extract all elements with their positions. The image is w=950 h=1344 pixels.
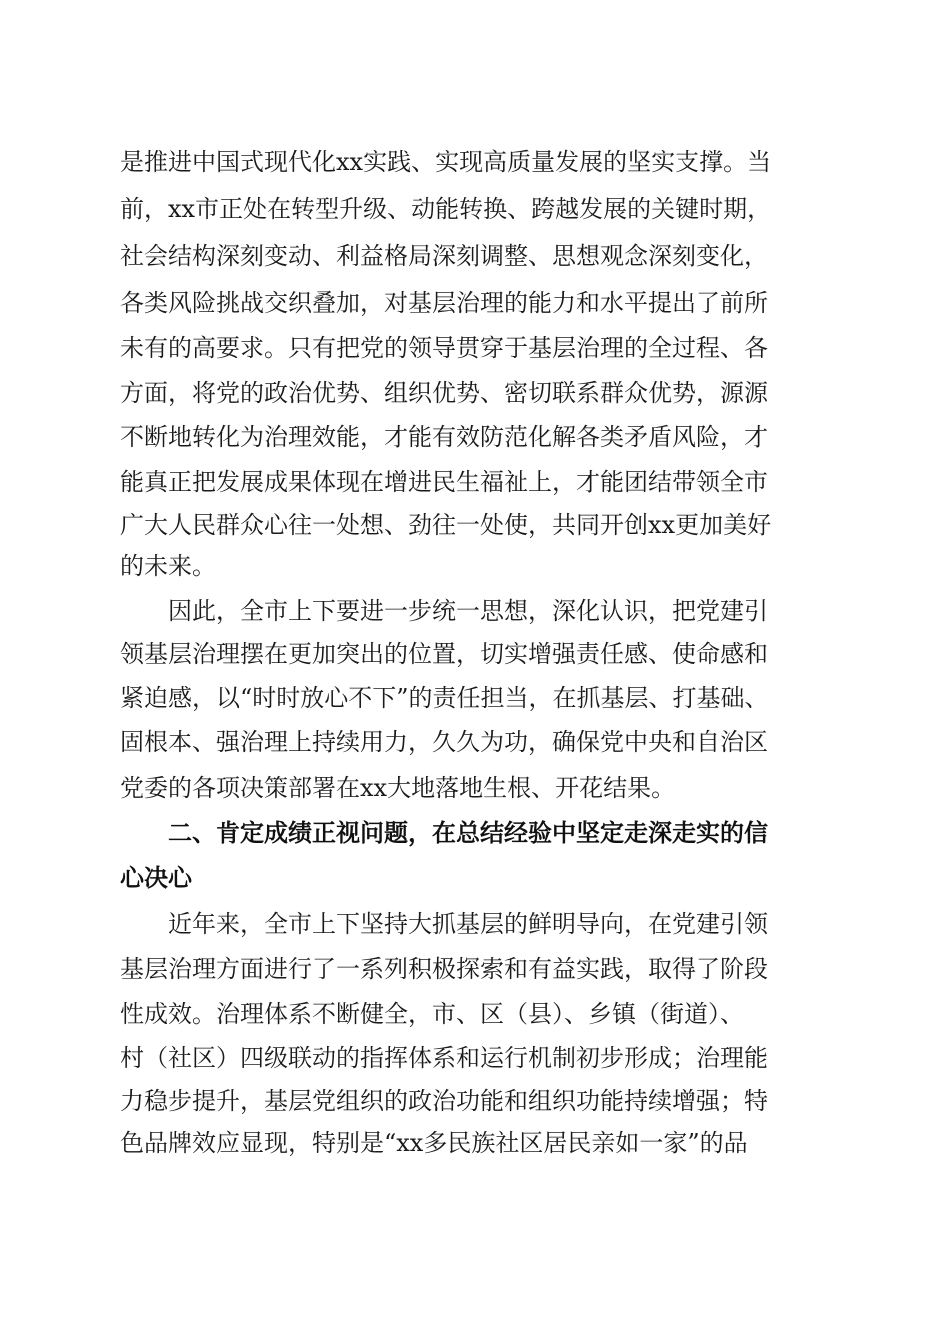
body-text-line: 是推进中国式现代化xx实践、实现高质量发展的坚实支撑。当 xyxy=(120,148,772,176)
body-text-line: 党委的各项决策部署在xx大地落地生根、开花结果。 xyxy=(120,774,676,802)
body-text-line: 方面，将党的政治优势、组织优势、密切联系群众优势，源源 xyxy=(120,379,768,407)
body-text-line: 领基层治理摆在更加突出的位置，切实增强责任感、使命感和 xyxy=(120,640,768,668)
body-text-line: 基层治理方面进行了一系列积极探索和有益实践，取得了阶段 xyxy=(120,955,768,983)
body-text-line: 紧迫感，以“时时放心不下”的责任担当，在抓基层、打基础、 xyxy=(120,684,769,712)
body-text-line: 因此，全市上下要进一步统一思想，深化认识，把党建引 xyxy=(168,597,768,625)
body-text-line: 广大人民群众心往一处想、劲往一处使，共同开创xx更加美好 xyxy=(120,511,772,539)
body-text-line: 力稳步提升，基层党组织的政治功能和组织功能持续增强；特 xyxy=(120,1087,768,1115)
body-text-line: 各类风险挑战交织叠加，对基层治理的能力和水平提出了前所 xyxy=(120,289,768,317)
section-heading: 二、肯定成绩正视问题，在总结经验中坚定走深走实的信 xyxy=(168,819,768,847)
body-text-line: 近年来，全市上下坚持大抓基层的鲜明导向，在党建引领 xyxy=(168,910,768,938)
body-text-line: 色品牌效应显现，特别是“xx多民族社区居民亲如一家”的品 xyxy=(120,1129,748,1157)
body-text-line: 前，xx市正处在转型升级、动能转换、跨越发展的关键时期， xyxy=(120,195,772,223)
body-text-line: 不断地转化为治理效能，才能有效防范化解各类矛盾风险，才 xyxy=(120,423,768,451)
body-text-line: 能真正把发展成果体现在增进民生福祉上，才能团结带领全市 xyxy=(120,468,768,496)
body-text-line: 固根本、强治理上持续用力，久久为功，确保党中央和自治区 xyxy=(120,728,768,756)
body-text-line: 未有的高要求。只有把党的领导贯穿于基层治理的全过程、各 xyxy=(120,334,768,362)
section-heading: 心决心 xyxy=(120,864,192,892)
body-text-line: 性成效。治理体系不断健全，市、区（县）、乡镇（街道）、 xyxy=(120,1000,744,1028)
body-text-line: 村（社区）四级联动的指挥体系和运行机制初步形成；治理能 xyxy=(120,1044,768,1072)
body-text-line: 的未来。 xyxy=(120,552,216,580)
body-text-line: 社会结构深刻变动、利益格局深刻调整、思想观念深刻变化， xyxy=(120,242,768,270)
